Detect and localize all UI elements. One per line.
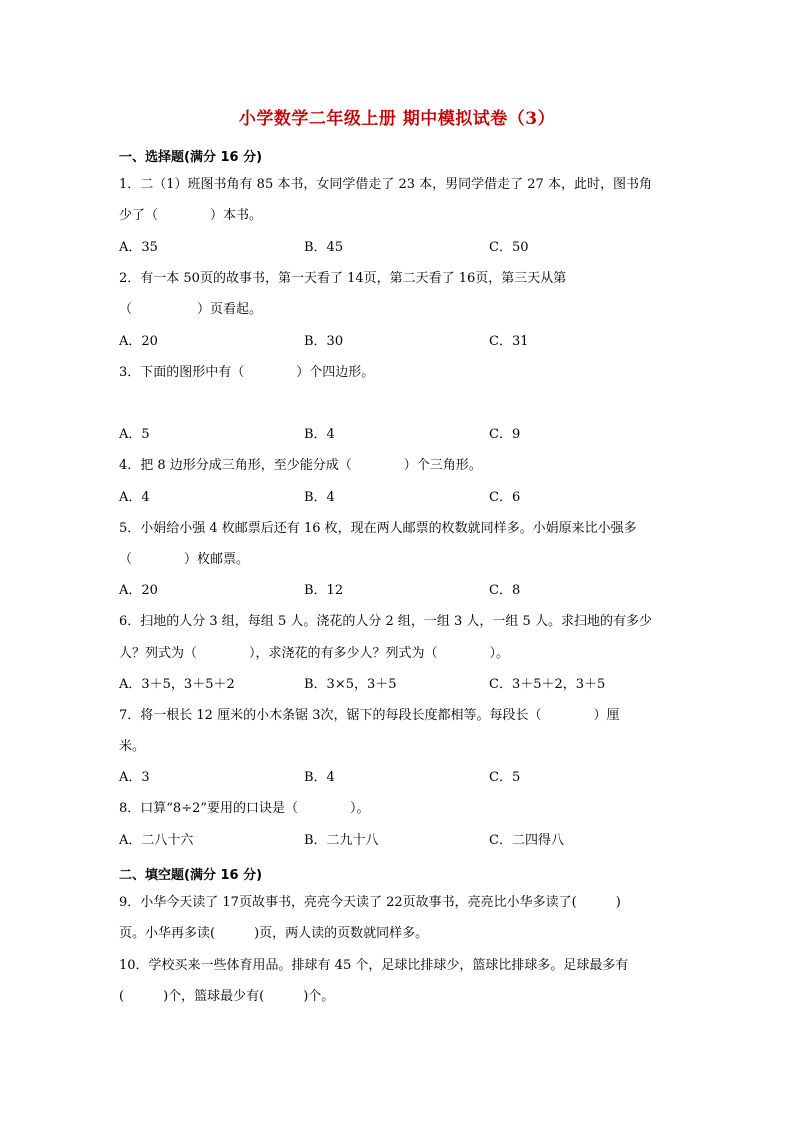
question-4-option-b: B．4 [304, 490, 335, 505]
section-fill-heading: 二、填空题(满分 16 分) [119, 868, 263, 883]
question-5-option-c: C．8 [489, 583, 521, 598]
question-2-option-b: B．30 [304, 334, 344, 349]
question-3-option-c: C．9 [489, 427, 521, 442]
question-10-line-1: 10．学校买来一些体育用品。排球有 45 个，足球比排球少，篮球比排球多。足球最多有 [119, 958, 629, 973]
question-8-line-1: 8．口算“8÷2”要用的口诀是（ ）。 [119, 801, 370, 816]
question-1-option-b: B．45 [304, 240, 344, 255]
question-5-option-a: A．20 [119, 583, 158, 598]
question-7-option-b: B．4 [304, 770, 335, 785]
question-4-option-a: A．4 [119, 490, 150, 505]
question-1-line-1: 1．二（1）班图书角有 85 本书，女同学借走了 23 本，男同学借走了 27 本，此时，图书角 [119, 177, 652, 192]
question-7-option-a: A．3 [119, 770, 150, 785]
question-9-line-2: 页。小华再多读( )页，两人读的页数就同样多。 [119, 926, 429, 941]
question-7-line-1: 7．将一根长 12 厘米的小木条锯 3次，锯下的每段长度都相等。每段长（ ）厘 [119, 708, 620, 723]
question-9-line-1: 9．小华今天读了 17页故事书，亮亮今天读了 22页故事书，亮亮比小华多读了( ) [119, 895, 621, 910]
question-8-option-b: B．二九十八 [304, 833, 379, 848]
exam-title: 小学数学二年级上册 期中模拟试卷（3） [238, 109, 556, 129]
question-3-option-b: B．4 [304, 427, 335, 442]
question-2-option-a: A．20 [119, 334, 158, 349]
question-7-line-2: 米。 [119, 739, 146, 754]
question-8-option-a: A．二八十六 [119, 833, 194, 848]
question-8-option-c: C．二四得八 [489, 833, 564, 848]
question-2-line-2: （ ）页看起。 [119, 302, 263, 317]
question-5-line-1: 5．小娟给小强 4 枚邮票后还有 16 枚，现在两人邮票的枚数就同样多。小娟原来比小强多 [119, 521, 637, 536]
question-6-line-2: 人？列式为（ ），求浇花的有多少人？列式为（ ）。 [119, 646, 510, 661]
question-3-line-1: 3．下面的图形中有（ ）个四边形。 [119, 365, 375, 380]
question-2-option-c: C．31 [489, 334, 529, 349]
question-4-line-1: 4．把 8 边形分成三角形，至少能分成（ ）个三角形。 [119, 458, 482, 473]
question-6-option-a: A．3＋5，3＋5＋2 [119, 677, 235, 692]
question-10-line-2: ( )个，篮球最少有( )个。 [119, 989, 335, 1004]
question-5-option-b: B．12 [304, 583, 344, 598]
question-3-option-a: A．5 [119, 427, 150, 442]
question-6-line-1: 6．扫地的人分 3 组，每组 5 人。浇花的人分 2 组，一组 3 人，一组 5 人。求扫地的有多少 [119, 614, 652, 629]
question-7-option-c: C．5 [489, 770, 521, 785]
section-choice-heading: 一、选择题(满分 16 分) [119, 150, 263, 165]
question-6-option-c: C．3＋5＋2，3＋5 [489, 677, 606, 692]
question-1-option-a: A．35 [119, 240, 158, 255]
question-1-line-2: 少了（ ）本书。 [119, 208, 263, 223]
question-4-option-c: C．6 [489, 490, 521, 505]
question-1-option-c: C．50 [489, 240, 529, 255]
question-5-line-2: （ ）枚邮票。 [119, 552, 250, 567]
question-6-option-b: B．3×5，3＋5 [304, 677, 397, 692]
question-2-line-1: 2．有一本 50页的故事书，第一天看了 14页，第二天看了 16页，第三天从第 [119, 271, 567, 286]
